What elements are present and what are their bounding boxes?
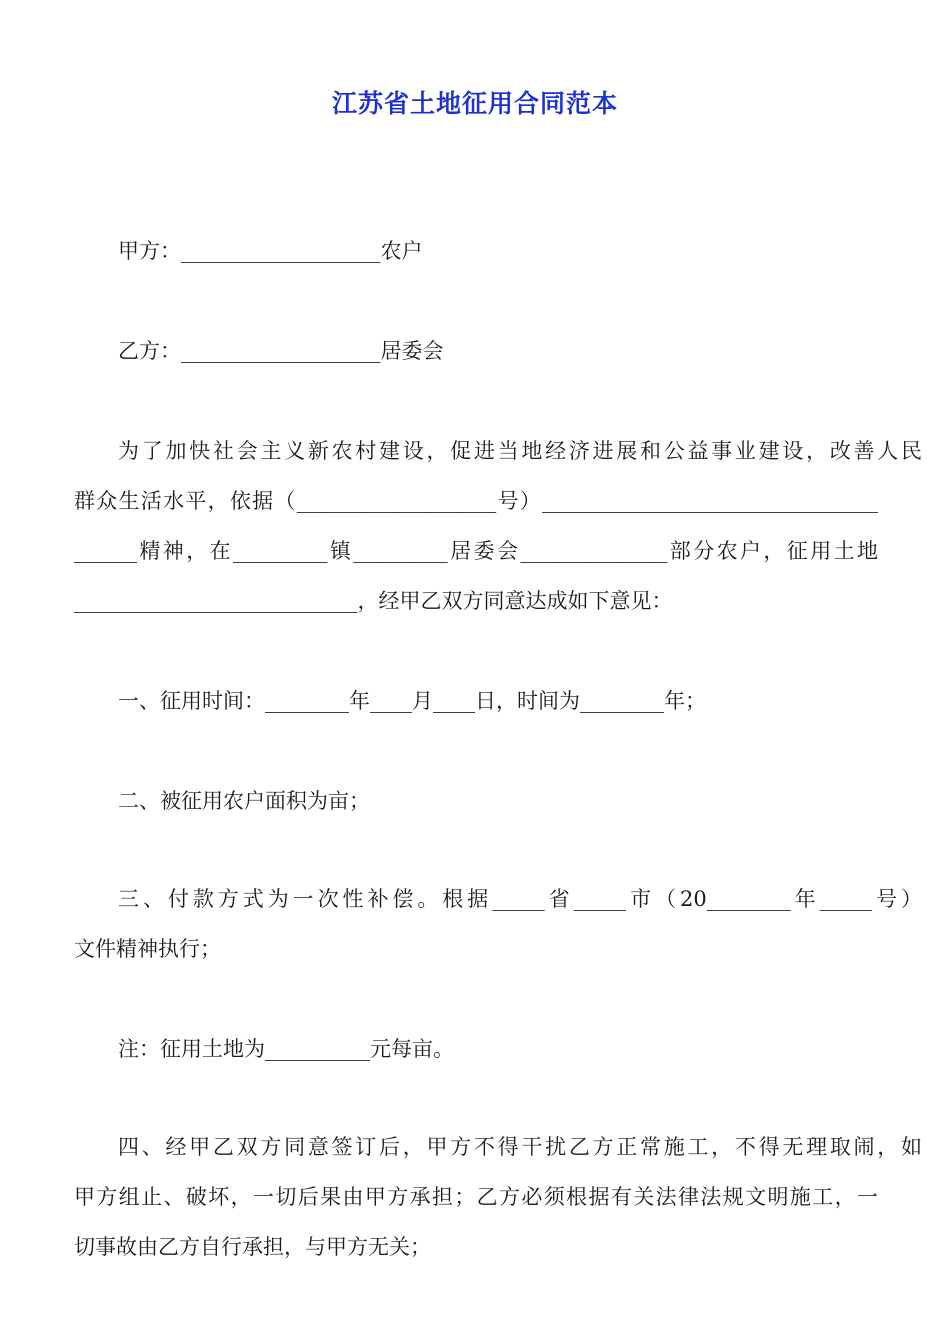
intro-line-3: ______精神，在_________镇_________居委会______________部分农户，征用土地 (74, 539, 878, 563)
clause-4-line-1: 四、经甲乙双方同意签订后，甲方不得干扰乙方正常施工，不得无理取闹，如 (118, 1135, 922, 1159)
clause-4-line-2: 甲方组止、破坏，一切后果由甲方承担；乙方必须根据有关法律法规文明施工，一 (74, 1185, 878, 1209)
document-title: 江苏省土地征用合同范本 (331, 89, 618, 118)
clause-3-line-1: 三、付款方式为一次性补偿。根据_____省_____市（20________年_____号） (118, 887, 922, 911)
clause-4-line-3: 切事故由乙方自行承担，与甲方无关； (74, 1235, 431, 1259)
intro-line-2: 群众生活水平，依据（___________________号）________________________________ (74, 489, 878, 513)
note-line: 注：征用土地为__________元每亩。 (118, 1037, 454, 1061)
clause-2: 二、被征用农户面积为亩； (118, 789, 370, 813)
clause-1: 一、征用时间：________年____月____日，时间为________年； (118, 689, 706, 713)
intro-line-1: 为了加快社会主义新农村建设，促进当地经济进展和公益事业建设，改善人民 (118, 439, 922, 463)
party-a-line: 甲方：___________________农户 (118, 239, 423, 263)
intro-line-4: ___________________________，经甲乙双方同意达成如下意见： (74, 589, 673, 613)
party-b-line: 乙方：___________________居委会 (118, 339, 444, 363)
clause-3-line-2: 文件精神执行； (74, 937, 221, 961)
